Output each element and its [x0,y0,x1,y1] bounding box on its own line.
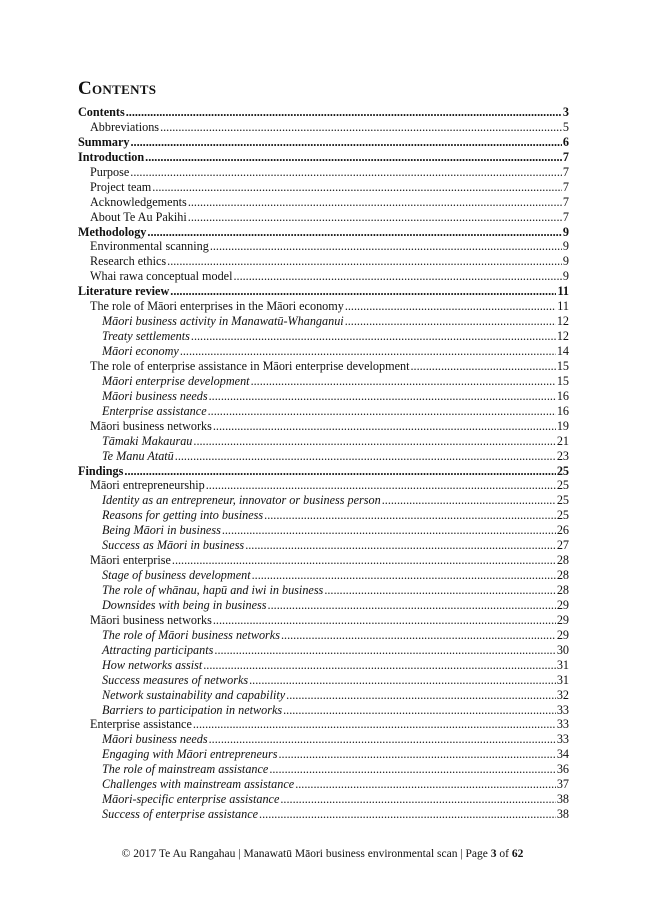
toc-leader-dots [180,344,556,359]
toc-entry-title: Summary [78,134,130,149]
toc-entry[interactable] [78,598,569,613]
toc-entry[interactable] [78,628,569,643]
toc-entry-title: Research ethics [90,254,167,269]
toc-entry[interactable] [78,792,569,807]
toc-entry-page: 25 [556,463,569,478]
toc-entry-title: Engaging with Māori entrepreneurs [102,747,278,762]
toc-entry-page: 25 [556,493,569,508]
toc-entry[interactable] [78,807,569,822]
toc-entry-title: Māori business activity in Manawatū-Whanganui [102,314,344,329]
toc-leader-dots [280,792,555,807]
toc-leader-dots [213,419,556,434]
toc-leader-dots [206,478,556,493]
toc-leader-dots [264,508,556,523]
toc-entry-title: Contents [78,105,125,119]
toc-leader-dots [286,688,556,703]
toc-entry-page: 11 [557,284,569,299]
toc-entry-page: 29 [556,612,569,627]
toc-entry-page: 32 [556,687,569,702]
toc-entry[interactable] [78,583,569,598]
toc-entry-page: 7 [562,164,569,179]
toc-entry-title: Project team [90,179,152,194]
toc-entry[interactable] [78,195,569,210]
toc-entry[interactable] [78,464,569,479]
toc-entry-page: 19 [556,418,569,433]
toc-leader-dots [251,374,556,389]
toc-entry-title: Enterprise assistance [102,403,207,418]
footer-of: of [496,848,512,860]
toc-entry-title: Attracting participants [102,642,214,657]
toc-entry[interactable] [78,777,569,792]
toc-entry[interactable] [78,449,569,464]
toc-leader-dots [222,523,556,538]
toc-entry-page: 37 [556,777,569,792]
toc-entry-page: 12 [556,314,569,329]
toc-entry-page: 6 [562,134,569,149]
toc-entry-title: The role of Māori enterprises in the Māori economy [90,299,344,314]
toc-entry-title: Introduction [78,149,145,164]
toc-entry[interactable] [78,344,569,359]
toc-entry-title: Challenges with mainstream assistance [102,777,295,792]
footer-page-number: 3 [490,848,497,860]
toc-entry-page: 29 [556,627,569,642]
toc-entry-title: Purpose [90,164,130,179]
toc-entry[interactable] [78,269,569,284]
toc-entry[interactable] [78,732,569,747]
toc-entry-title: Māori enterprise development [102,373,250,388]
toc-entry[interactable] [78,568,569,583]
toc-entry[interactable] [78,299,569,314]
toc-leader-dots [233,269,561,284]
toc-entry-title: Downsides with being in business [102,597,267,612]
toc-entry[interactable] [78,239,569,254]
toc-entry-title: Stage of business development [102,568,251,583]
toc-leader-dots [345,314,556,329]
toc-entry-title: Māori entrepreneurship [90,478,205,493]
toc-entry[interactable] [78,762,569,777]
toc-entry-page: 28 [556,568,569,583]
toc-entry[interactable] [78,658,569,673]
toc-entry-page: 33 [556,702,569,717]
toc-entry-page: 7 [562,194,569,209]
toc-leader-dots [167,254,562,269]
toc-entry-title: Success as Māori in business [102,538,245,553]
toc-leader-dots [188,210,562,225]
toc-entry-title: Environmental scanning [90,239,209,254]
toc-entry-page: 26 [556,523,569,538]
toc-leader-dots [410,359,555,374]
toc-entry-title: The role of whānau, hapū and iwi in business [102,583,324,597]
toc-entry-page: 33 [556,717,569,732]
footer-text: © 2017 Te Au Rangahau | Manawatū Māori business environmental scan | Page [121,848,491,860]
page-title: Contents [78,78,157,99]
toc-entry-page: 36 [556,762,569,777]
toc-leader-dots [130,165,562,180]
toc-entry[interactable] [78,329,569,344]
toc-leader-dots [193,434,555,449]
toc-entry-title: Abbreviations [90,119,160,134]
toc-entry-title: Māori business networks [90,418,212,433]
toc-entry[interactable] [78,747,569,762]
toc-entry-page: 7 [562,179,569,194]
toc-entry-page: 34 [556,747,569,762]
toc-leader-dots [145,150,562,165]
toc-entry-page: 25 [556,478,569,493]
toc-entry-title: Māori business needs [102,732,208,747]
toc-leader-dots [172,553,556,568]
toc-entry[interactable] [78,210,569,225]
toc-leader-dots [191,329,556,344]
toc-entry[interactable] [78,105,569,120]
toc-entry[interactable] [78,478,569,493]
toc-entry-page: 31 [556,657,569,672]
toc-leader-dots [170,284,556,299]
toc-leader-dots [209,389,556,404]
toc-entry[interactable] [78,717,569,732]
footer-page-total: 62 [511,848,524,860]
toc-entry-title: Being Māori in business [102,523,221,538]
toc-leader-dots [249,673,556,688]
toc-entry-page: 28 [556,583,569,597]
toc-entry-title: Te Manu Atatū [102,448,174,463]
toc-entry-page: 9 [562,254,569,269]
toc-entry-title: The role of mainstream assistance [102,762,269,777]
toc-entry-page: 15 [556,373,569,388]
toc-entry-page: 28 [556,553,569,568]
toc-leader-dots [382,493,556,508]
page-footer [0,848,645,860]
toc-entry[interactable] [78,508,569,523]
toc-leader-dots [214,643,555,658]
toc-leader-dots [209,732,556,747]
toc-leader-dots [324,583,556,598]
toc-entry[interactable] [78,404,569,419]
toc-entry-page: 14 [556,344,569,358]
toc-leader-dots [124,464,555,479]
toc-entry[interactable] [78,688,569,703]
toc-entry-page: 9 [562,269,569,284]
toc-leader-dots [175,449,556,464]
toc-entry[interactable] [78,135,569,150]
toc-entry-title: Literature review [78,284,170,299]
toc-entry-page: 16 [556,403,569,418]
toc-entry-page: 9 [562,239,569,254]
toc-entry[interactable] [78,538,569,553]
toc-entry[interactable] [78,553,569,568]
toc-entry-page: 9 [562,224,569,239]
toc-entry[interactable] [78,284,569,299]
toc-entry[interactable] [78,180,569,195]
toc-entry-title: Reasons for getting into business [102,508,264,523]
toc-entry-title: Methodology [78,224,147,239]
toc-entry-title: Māori economy [102,344,179,358]
toc-entry-page: 38 [556,792,569,807]
toc-entry-title: Whai rawa conceptual model [90,269,233,284]
toc-leader-dots [345,299,556,314]
toc-leader-dots [268,598,556,613]
toc-leader-dots [193,717,556,732]
toc-entry-title: Māori business networks [90,612,212,627]
toc-entry-page: 38 [556,807,569,822]
toc-leader-dots [245,538,556,553]
toc-leader-dots [208,404,556,419]
toc-entry-page: 23 [556,448,569,463]
toc-entry-page: 27 [556,538,569,553]
toc-leader-dots [213,613,556,628]
toc-entry-page: 5 [562,119,569,134]
toc-entry-page: 3 [562,105,569,119]
toc-entry-page: 16 [556,388,569,403]
toc-entry-page: 12 [556,329,569,344]
toc-leader-dots [152,180,562,195]
toc-entry-title: The role of enterprise assistance in Māori enterprise development [90,358,410,373]
toc-entry[interactable] [78,389,569,404]
toc-entry-title: Tāmaki Makaurau [102,433,193,448]
toc-entry[interactable] [78,254,569,269]
toc-leader-dots [203,658,556,673]
toc-leader-dots [295,777,556,792]
toc-entry[interactable] [78,434,569,449]
toc-leader-dots [160,120,562,135]
toc-entry[interactable] [78,374,569,389]
toc-entry[interactable] [78,225,569,240]
toc-leader-dots [210,239,562,254]
toc-entry-title: Acknowledgements [90,194,187,209]
toc-entry-page: 25 [556,508,569,523]
toc-entry-page: 21 [556,433,569,448]
toc-entry[interactable] [78,314,569,329]
toc-entry[interactable] [78,673,569,688]
toc-entry-title: How networks assist [102,657,203,672]
toc-entry[interactable] [78,419,569,434]
toc-entry-title: Treaty settlements [102,329,190,344]
toc-entry-page: 30 [556,642,569,657]
toc-entry-title: Barriers to participation in networks [102,702,283,717]
toc-leader-dots [252,568,556,583]
toc-leader-dots [269,762,555,777]
toc-leader-dots [278,747,555,762]
toc-entry[interactable] [78,523,569,538]
toc-entry-title: Māori business needs [102,388,208,403]
toc-entry[interactable] [78,643,569,658]
toc-leader-dots [126,105,562,120]
toc-leader-dots [147,225,562,240]
toc-entry-title: Enterprise assistance [90,717,192,732]
toc-entry[interactable] [78,150,569,165]
toc-entry[interactable] [78,165,569,180]
toc-entry-page: 7 [562,149,569,164]
table-of-contents [78,105,569,822]
toc-entry-page: 7 [562,209,569,224]
toc-leader-dots [281,628,556,643]
toc-entry-title: Identity as an entrepreneur, innovator or business person [102,493,381,508]
toc-entry-page: 31 [556,672,569,687]
toc-entry-title: The role of Māori business networks [102,627,280,642]
toc-entry-title: Success of enterprise assistance [102,807,259,822]
toc-entry-page: 15 [556,358,569,373]
toc-entry[interactable] [78,703,569,718]
toc-entry-title: Māori-specific enterprise assistance [102,792,280,807]
toc-leader-dots [283,703,556,718]
toc-entry-title: Findings [78,463,124,478]
toc-entry[interactable] [78,493,569,508]
toc-entry-page: 33 [556,732,569,747]
toc-entry[interactable] [78,120,569,135]
toc-entry-title: Success measures of networks [102,672,249,687]
toc-leader-dots [259,807,556,822]
toc-entry-title: About Te Au Pakihi [90,209,187,224]
toc-leader-dots [188,195,562,210]
toc-entry[interactable] [78,359,569,374]
toc-entry-page: 29 [556,597,569,612]
toc-leader-dots [130,135,561,150]
toc-entry-title: Network sustainability and capability [102,687,286,702]
toc-entry[interactable] [78,613,569,628]
toc-entry-title: Māori enterprise [90,553,171,568]
toc-entry-page: 11 [557,299,569,314]
